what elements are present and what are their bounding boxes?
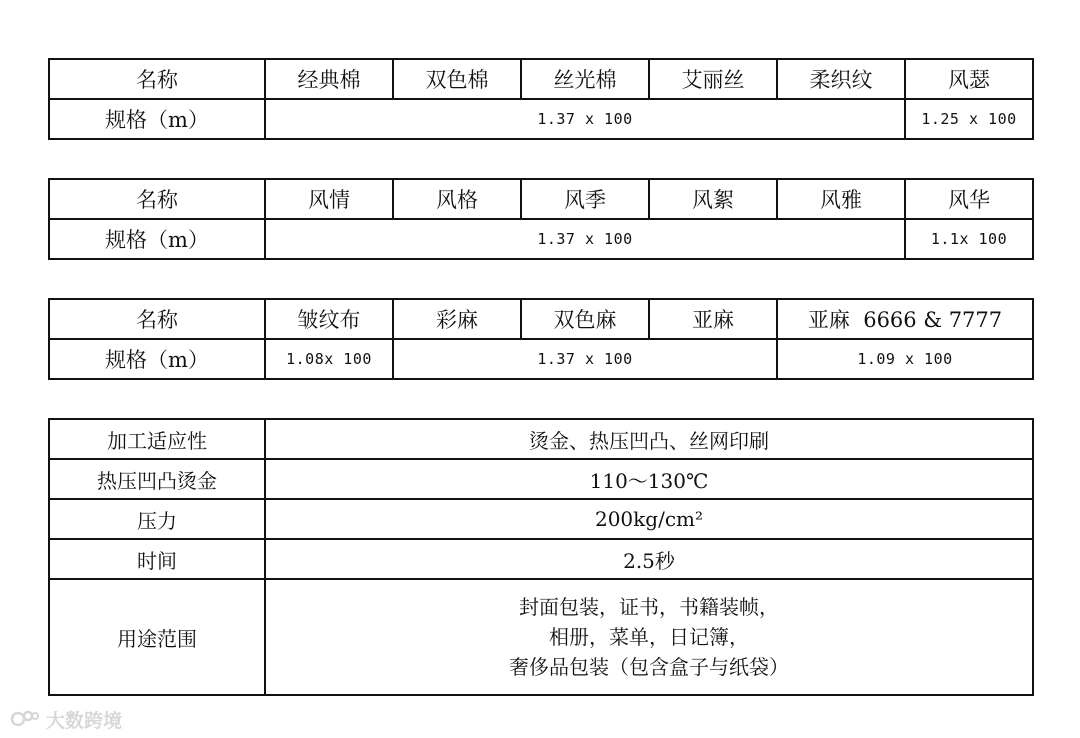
process-row [49,499,1033,539]
watermark [10,705,122,733]
material-name: 彩麻 [393,299,521,339]
material-name: 丝光棉 [521,59,649,99]
name-row [49,59,1033,99]
material-name: 皱纹布 [265,299,393,339]
spec-label: 规格（m） [49,219,265,259]
spec-label: 规格（m） [49,99,265,139]
process-row [49,419,1033,459]
process-row [49,539,1033,579]
usage-row [49,579,1033,695]
process-row [49,459,1033,499]
process-value: 2.5秒 [265,539,1033,579]
spec-label: 规格（m） [49,339,265,379]
process-label: 压力 [49,499,265,539]
usage-value [265,579,1033,695]
spec-table-feng [48,178,1034,260]
spec-value: 1.37 x 100 [265,219,905,259]
spec-row [49,219,1033,259]
name-row [49,179,1033,219]
material-name: 双色麻 [521,299,649,339]
name-row [49,299,1033,339]
process-table [48,418,1034,696]
watermark-logo-icon [10,708,40,730]
material-name: 经典棉 [265,59,393,99]
name-label: 名称 [49,179,265,219]
spec-row [49,99,1033,139]
usage-line: 相册，菜单，日记簿， [549,625,749,649]
process-label: 热压凹凸烫金 [49,459,265,499]
usage-label: 用途范围 [49,579,265,695]
process-value: 烫金、热压凹凸、丝网印刷 [265,419,1033,459]
material-name: 亚麻 [649,299,777,339]
material-name: 风瑟 [905,59,1033,99]
material-name: 风絮 [649,179,777,219]
material-name: 风华 [905,179,1033,219]
material-name: 艾丽丝 [649,59,777,99]
material-name: 双色棉 [393,59,521,99]
material-name: 风格 [393,179,521,219]
process-label: 加工适应性 [49,419,265,459]
name-label: 名称 [49,59,265,99]
spec-value: 1.37 x 100 [265,99,905,139]
spec-value: 1.37 x 100 [393,339,777,379]
process-value: 200kg/cm² [265,499,1033,539]
material-name: 柔织纹 [777,59,905,99]
spec-value: 1.1x 100 [905,219,1033,259]
process-label: 时间 [49,539,265,579]
material-name: 风季 [521,179,649,219]
spec-value: 1.09 x 100 [777,339,1033,379]
material-name: 风雅 [777,179,905,219]
material-name: 亚麻 6666 & 7777 [777,299,1033,339]
spec-value: 1.25 x 100 [905,99,1033,139]
spec-table-linen [48,298,1034,380]
usage-line: 封面包装，证书，书籍装帧， [519,595,779,619]
usage-line: 奢侈品包装（包含盒子与纸袋） [509,655,789,679]
spec-table-cotton [48,58,1034,140]
spec-row [49,339,1033,379]
material-name: 风情 [265,179,393,219]
process-value: 110～130℃ [265,459,1033,499]
watermark-text: 大数跨境 [46,709,123,732]
name-label: 名称 [49,299,265,339]
spec-value: 1.08x 100 [265,339,393,379]
